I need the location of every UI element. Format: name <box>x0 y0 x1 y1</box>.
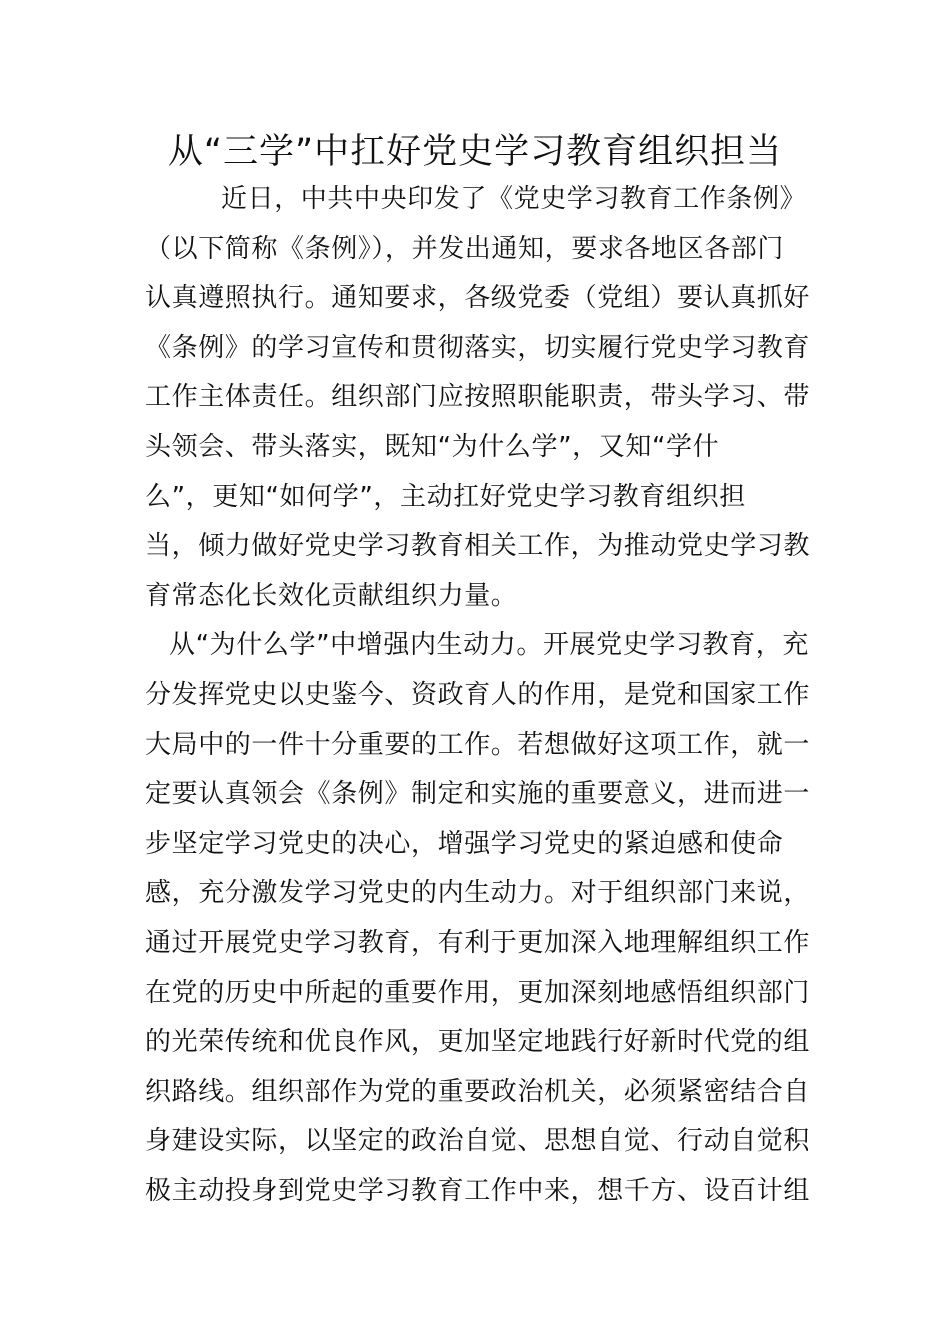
text-line: 身建设实际，以坚定的政治自觉、思想自觉、行动自觉积 <box>145 1126 811 1157</box>
text-line: 在党的历史中所起的重要作用，更加深刻地感悟组织部门 <box>145 977 811 1008</box>
text-line: 定要认真领会《条例》制定和实施的重要意义，进而进一 <box>145 779 811 810</box>
text-line: 《条例》的学习宣传和贯彻落实，切实履行党史学习教育 <box>145 332 811 363</box>
text-line: 通过开展党史学习教育，有利于更加深入地理解组织工作 <box>145 927 811 958</box>
paragraph-why-learn <box>145 621 810 1216</box>
text-line: 认真遵照执行。通知要求，各级党委（党组）要认真抓好 <box>145 283 811 314</box>
text-line: 近日，中共中央印发了《党史学习教育工作条例》 <box>221 184 807 214</box>
text-line: 步坚定学习党史的决心，增强学习党史的紧迫感和使命 <box>145 828 784 859</box>
text-line: 育常态化长效化贡献组织力量。 <box>145 580 518 611</box>
text-line: 头领会、带头落实，既知“为什么学”，又知“学什 <box>145 431 720 462</box>
document-title: 从“三学”中扛好党史学习教育组织担当 <box>167 132 783 172</box>
text-line: 从“为什么学”中增强内生动力。开展党史学习教育，充 <box>169 630 809 661</box>
text-line: 极主动投身到党史学习教育工作中来，想千方、设百计组 <box>145 1175 811 1206</box>
paragraph-intro <box>145 175 810 621</box>
text-line: 的光荣传统和优良作风，更加坚定地践行好新时代党的组 <box>145 1027 811 1058</box>
document-body <box>145 175 810 1216</box>
text-line: 工作主体责任。组织部门应按照职能职责，带头学习、带 <box>145 382 811 413</box>
text-line: 感，充分激发学习党史的内生动力。对于组织部门来说， <box>145 878 811 909</box>
text-line: 大局中的一件十分重要的工作。若想做好这项工作，就一 <box>145 729 811 760</box>
text-line: 么”，更知“如何学”，主动扛好党史学习教育组织担 <box>145 481 746 512</box>
text-line: 分发挥党史以史鉴今、资政育人的作用，是党和国家工作 <box>145 679 811 710</box>
text-line: 当，倾力做好党史学习教育相关工作，为推动党史学习教 <box>145 531 811 562</box>
text-line: （以下简称《条例》），并发出通知，要求各地区各部门 <box>145 233 785 264</box>
text-line: 织路线。组织部作为党的重要政治机关，必须紧密结合自 <box>145 1076 811 1107</box>
